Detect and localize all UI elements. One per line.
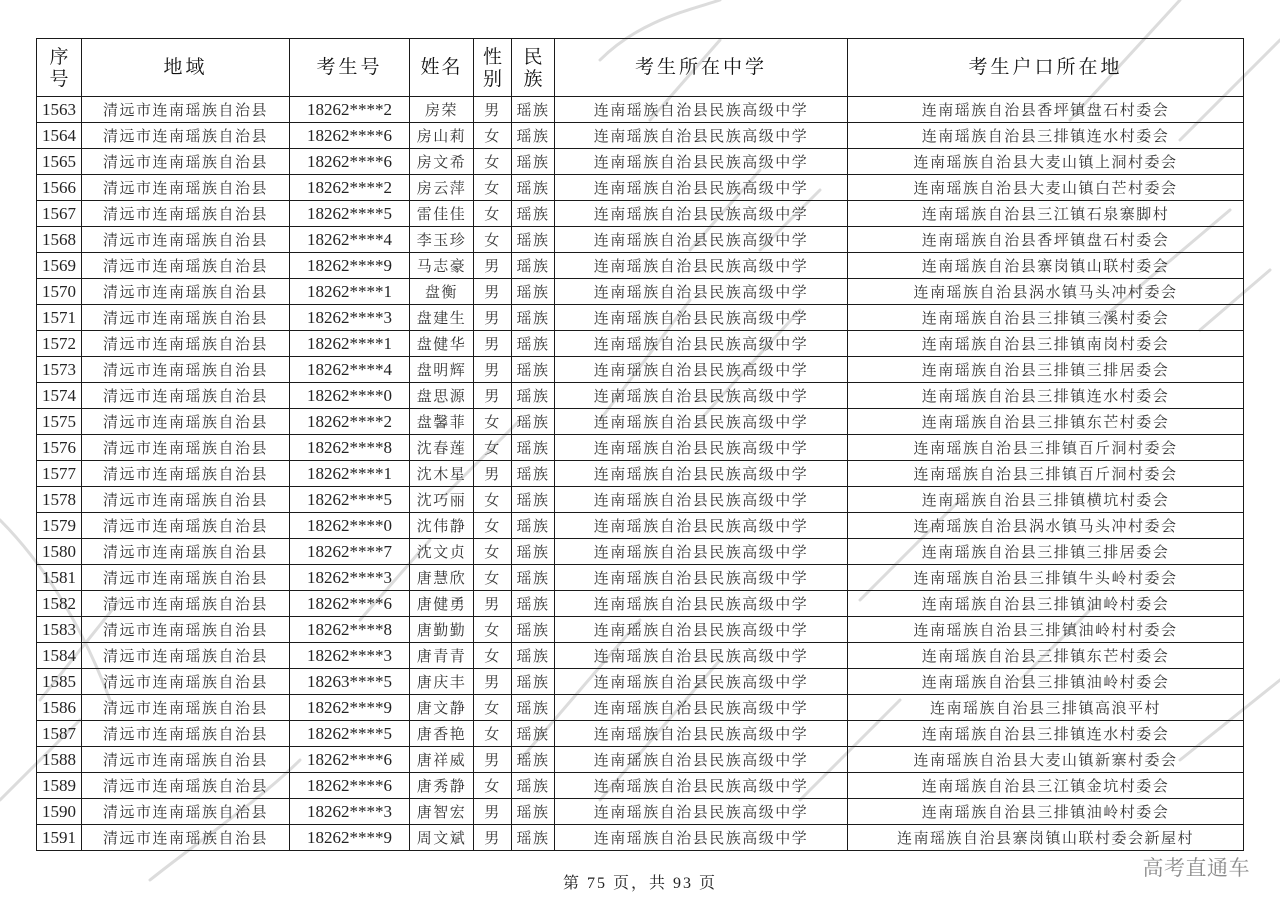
cell-hukou: 连南瑶族自治县三排镇油岭村委会 xyxy=(848,591,1244,617)
cell-name: 沈文贞 xyxy=(410,539,474,565)
cell-hukou: 连南瑶族自治县香坪镇盘石村委会 xyxy=(848,227,1244,253)
cell-seq: 1584 xyxy=(37,643,82,669)
cell-name: 盘馨菲 xyxy=(410,409,474,435)
cell-gender: 男 xyxy=(474,357,512,383)
cell-school: 连南瑶族自治县民族高级中学 xyxy=(555,175,848,201)
cell-hukou: 连南瑶族自治县三排镇油岭村村委会 xyxy=(848,617,1244,643)
cell-exam-no: 18262****3 xyxy=(290,643,410,669)
table-row xyxy=(37,513,1244,539)
cell-ethnicity: 瑶族 xyxy=(512,227,555,253)
cell-exam-no: 18262****6 xyxy=(290,747,410,773)
cell-gender: 男 xyxy=(474,253,512,279)
cell-hukou: 连南瑶族自治县三排镇连水村委会 xyxy=(848,123,1244,149)
table-row xyxy=(37,669,1244,695)
cell-hukou: 连南瑶族自治县三排镇油岭村委会 xyxy=(848,669,1244,695)
cell-seq: 1574 xyxy=(37,383,82,409)
cell-ethnicity: 瑶族 xyxy=(512,279,555,305)
cell-seq: 1578 xyxy=(37,487,82,513)
cell-seq: 1563 xyxy=(37,97,82,123)
table-row xyxy=(37,201,1244,227)
table-row xyxy=(37,149,1244,175)
cell-gender: 女 xyxy=(474,227,512,253)
cell-ethnicity: 瑶族 xyxy=(512,201,555,227)
cell-name: 盘建生 xyxy=(410,305,474,331)
cell-region: 清远市连南瑶族自治县 xyxy=(82,357,290,383)
header-gender-label: 性别 xyxy=(482,45,502,90)
cell-exam-no: 18262****2 xyxy=(290,97,410,123)
cell-ethnicity: 瑶族 xyxy=(512,357,555,383)
cell-school: 连南瑶族自治县民族高级中学 xyxy=(555,305,848,331)
cell-ethnicity: 瑶族 xyxy=(512,175,555,201)
cell-school: 连南瑶族自治县民族高级中学 xyxy=(555,279,848,305)
cell-ethnicity: 瑶族 xyxy=(512,487,555,513)
cell-exam-no: 18262****1 xyxy=(290,331,410,357)
cell-school: 连南瑶族自治县民族高级中学 xyxy=(555,825,848,851)
table-row xyxy=(37,331,1244,357)
table-body xyxy=(37,97,1244,851)
cell-gender: 女 xyxy=(474,617,512,643)
cell-school: 连南瑶族自治县民族高级中学 xyxy=(555,747,848,773)
cell-name: 沈伟静 xyxy=(410,513,474,539)
cell-hukou: 连南瑶族自治县涡水镇马头冲村委会 xyxy=(848,513,1244,539)
cell-name: 马志豪 xyxy=(410,253,474,279)
cell-gender: 男 xyxy=(474,825,512,851)
cell-school: 连南瑶族自治县民族高级中学 xyxy=(555,565,848,591)
cell-region: 清远市连南瑶族自治县 xyxy=(82,513,290,539)
cell-school: 连南瑶族自治县民族高级中学 xyxy=(555,331,848,357)
cell-name: 盘衡 xyxy=(410,279,474,305)
cell-ethnicity: 瑶族 xyxy=(512,435,555,461)
cell-seq: 1587 xyxy=(37,721,82,747)
cell-hukou: 连南瑶族自治县大麦山镇新寨村委会 xyxy=(848,747,1244,773)
cell-seq: 1564 xyxy=(37,123,82,149)
header-hukou xyxy=(848,39,1244,97)
cell-ethnicity: 瑶族 xyxy=(512,643,555,669)
cell-school: 连南瑶族自治县民族高级中学 xyxy=(555,513,848,539)
cell-name: 沈巧丽 xyxy=(410,487,474,513)
cell-name: 唐文静 xyxy=(410,695,474,721)
cell-ethnicity: 瑶族 xyxy=(512,747,555,773)
cell-region: 清远市连南瑶族自治县 xyxy=(82,747,290,773)
corner-watermark: 高考直通车 xyxy=(1142,856,1250,880)
table-row xyxy=(37,409,1244,435)
table-row xyxy=(37,539,1244,565)
cell-gender: 男 xyxy=(474,383,512,409)
cell-region: 清远市连南瑶族自治县 xyxy=(82,331,290,357)
cell-seq: 1566 xyxy=(37,175,82,201)
cell-name: 盘明辉 xyxy=(410,357,474,383)
cell-gender: 女 xyxy=(474,539,512,565)
cell-region: 清远市连南瑶族自治县 xyxy=(82,409,290,435)
cell-hukou: 连南瑶族自治县三排镇横坑村委会 xyxy=(848,487,1244,513)
cell-name: 沈春莲 xyxy=(410,435,474,461)
cell-name: 唐庆丰 xyxy=(410,669,474,695)
cell-hukou: 连南瑶族自治县涡水镇马头冲村委会 xyxy=(848,279,1244,305)
cell-seq: 1579 xyxy=(37,513,82,539)
cell-exam-no: 18262****0 xyxy=(290,513,410,539)
cell-name: 李玉珍 xyxy=(410,227,474,253)
cell-region: 清远市连南瑶族自治县 xyxy=(82,279,290,305)
cell-region: 清远市连南瑶族自治县 xyxy=(82,825,290,851)
cell-seq: 1565 xyxy=(37,149,82,175)
cell-exam-no: 18262****4 xyxy=(290,357,410,383)
cell-region: 清远市连南瑶族自治县 xyxy=(82,175,290,201)
cell-exam-no: 18262****1 xyxy=(290,461,410,487)
cell-school: 连南瑶族自治县民族高级中学 xyxy=(555,773,848,799)
table-row xyxy=(37,643,1244,669)
table-row xyxy=(37,279,1244,305)
cell-exam-no: 18262****4 xyxy=(290,227,410,253)
cell-region: 清远市连南瑶族自治县 xyxy=(82,773,290,799)
cell-seq: 1589 xyxy=(37,773,82,799)
cell-gender: 男 xyxy=(474,799,512,825)
cell-school: 连南瑶族自治县民族高级中学 xyxy=(555,149,848,175)
table-row xyxy=(37,695,1244,721)
cell-seq: 1572 xyxy=(37,331,82,357)
cell-school: 连南瑶族自治县民族高级中学 xyxy=(555,643,848,669)
cell-region: 清远市连南瑶族自治县 xyxy=(82,565,290,591)
cell-exam-no: 18262****8 xyxy=(290,435,410,461)
cell-hukou: 连南瑶族自治县三江镇石泉寨脚村 xyxy=(848,201,1244,227)
cell-seq: 1586 xyxy=(37,695,82,721)
cell-exam-no: 18262****6 xyxy=(290,149,410,175)
cell-gender: 男 xyxy=(474,305,512,331)
table-row xyxy=(37,435,1244,461)
cell-seq: 1576 xyxy=(37,435,82,461)
cell-hukou: 连南瑶族自治县三排镇百斤洞村委会 xyxy=(848,435,1244,461)
cell-school: 连南瑶族自治县民族高级中学 xyxy=(555,97,848,123)
cell-ethnicity: 瑶族 xyxy=(512,695,555,721)
cell-region: 清远市连南瑶族自治县 xyxy=(82,539,290,565)
page-number: 第 75 页，共 93 页 xyxy=(562,875,717,892)
cell-gender: 女 xyxy=(474,513,512,539)
cell-name: 唐祥威 xyxy=(410,747,474,773)
table-row xyxy=(37,565,1244,591)
cell-ethnicity: 瑶族 xyxy=(512,565,555,591)
header-region-label: 地域 xyxy=(163,56,208,78)
cell-name: 唐秀静 xyxy=(410,773,474,799)
cell-ethnicity: 瑶族 xyxy=(512,253,555,279)
cell-region: 清远市连南瑶族自治县 xyxy=(82,97,290,123)
cell-ethnicity: 瑶族 xyxy=(512,669,555,695)
cell-hukou: 连南瑶族自治县三排镇东芒村委会 xyxy=(848,643,1244,669)
cell-exam-no: 18262****2 xyxy=(290,175,410,201)
cell-region: 清远市连南瑶族自治县 xyxy=(82,695,290,721)
cell-school: 连南瑶族自治县民族高级中学 xyxy=(555,201,848,227)
header-seq-label: 序号 xyxy=(49,45,69,90)
header-name-label: 姓名 xyxy=(420,56,463,78)
cell-seq: 1571 xyxy=(37,305,82,331)
cell-name: 盘思源 xyxy=(410,383,474,409)
table-row xyxy=(37,617,1244,643)
cell-region: 清远市连南瑶族自治县 xyxy=(82,227,290,253)
cell-region: 清远市连南瑶族自治县 xyxy=(82,201,290,227)
cell-name: 唐健勇 xyxy=(410,591,474,617)
cell-gender: 女 xyxy=(474,201,512,227)
table-row xyxy=(37,825,1244,851)
table-row xyxy=(37,175,1244,201)
cell-region: 清远市连南瑶族自治县 xyxy=(82,149,290,175)
cell-ethnicity: 瑶族 xyxy=(512,383,555,409)
cell-seq: 1575 xyxy=(37,409,82,435)
cell-seq: 1568 xyxy=(37,227,82,253)
cell-ethnicity: 瑶族 xyxy=(512,409,555,435)
header-name xyxy=(410,39,474,97)
header-exam-no-label: 考生号 xyxy=(316,56,383,78)
table-row xyxy=(37,383,1244,409)
cell-hukou: 连南瑶族自治县三排镇三溪村委会 xyxy=(848,305,1244,331)
cell-seq: 1590 xyxy=(37,799,82,825)
cell-region: 清远市连南瑶族自治县 xyxy=(82,305,290,331)
cell-seq: 1588 xyxy=(37,747,82,773)
cell-hukou: 连南瑶族自治县香坪镇盘石村委会 xyxy=(848,97,1244,123)
cell-school: 连南瑶族自治县民族高级中学 xyxy=(555,721,848,747)
cell-region: 清远市连南瑶族自治县 xyxy=(82,617,290,643)
header-exam-no xyxy=(290,39,410,97)
cell-gender: 女 xyxy=(474,565,512,591)
table-header xyxy=(37,39,1244,97)
cell-region: 清远市连南瑶族自治县 xyxy=(82,721,290,747)
cell-ethnicity: 瑶族 xyxy=(512,331,555,357)
cell-name: 唐香艳 xyxy=(410,721,474,747)
cell-hukou: 连南瑶族自治县寨岗镇山联村委会新屋村 xyxy=(848,825,1244,851)
cell-name: 盘健华 xyxy=(410,331,474,357)
cell-seq: 1573 xyxy=(37,357,82,383)
cell-gender: 女 xyxy=(474,435,512,461)
cell-exam-no: 18262****0 xyxy=(290,383,410,409)
cell-hukou: 连南瑶族自治县寨岗镇山联村委会 xyxy=(848,253,1244,279)
cell-school: 连南瑶族自治县民族高级中学 xyxy=(555,253,848,279)
header-gender xyxy=(474,39,512,97)
table-row xyxy=(37,591,1244,617)
table-row xyxy=(37,123,1244,149)
table-row xyxy=(37,721,1244,747)
cell-hukou: 连南瑶族自治县三排镇三排居委会 xyxy=(848,357,1244,383)
cell-hukou: 连南瑶族自治县三排镇南岗村委会 xyxy=(848,331,1244,357)
cell-gender: 女 xyxy=(474,123,512,149)
header-row xyxy=(37,39,1244,97)
cell-exam-no: 18262****3 xyxy=(290,305,410,331)
header-region xyxy=(82,39,290,97)
cell-hukou: 连南瑶族自治县三排镇连水村委会 xyxy=(848,383,1244,409)
header-seq xyxy=(37,39,82,97)
cell-gender: 女 xyxy=(474,695,512,721)
cell-school: 连南瑶族自治县民族高级中学 xyxy=(555,539,848,565)
cell-school: 连南瑶族自治县民族高级中学 xyxy=(555,383,848,409)
cell-ethnicity: 瑶族 xyxy=(512,799,555,825)
cell-name: 唐青青 xyxy=(410,643,474,669)
table-row xyxy=(37,97,1244,123)
cell-gender: 男 xyxy=(474,747,512,773)
cell-school: 连南瑶族自治县民族高级中学 xyxy=(555,799,848,825)
cell-seq: 1581 xyxy=(37,565,82,591)
cell-school: 连南瑶族自治县民族高级中学 xyxy=(555,123,848,149)
cell-seq: 1583 xyxy=(37,617,82,643)
cell-gender: 男 xyxy=(474,461,512,487)
cell-ethnicity: 瑶族 xyxy=(512,123,555,149)
cell-name: 唐慧欣 xyxy=(410,565,474,591)
cell-hukou: 连南瑶族自治县大麦山镇上洞村委会 xyxy=(848,149,1244,175)
cell-gender: 女 xyxy=(474,175,512,201)
cell-seq: 1591 xyxy=(37,825,82,851)
cell-ethnicity: 瑶族 xyxy=(512,513,555,539)
cell-gender: 女 xyxy=(474,149,512,175)
cell-name: 房山莉 xyxy=(410,123,474,149)
cell-school: 连南瑶族自治县民族高级中学 xyxy=(555,617,848,643)
table-row xyxy=(37,773,1244,799)
cell-name: 房文希 xyxy=(410,149,474,175)
table-row xyxy=(37,487,1244,513)
cell-school: 连南瑶族自治县民族高级中学 xyxy=(555,461,848,487)
cell-exam-no: 18262****6 xyxy=(290,123,410,149)
table-row xyxy=(37,305,1244,331)
cell-exam-no: 18263****5 xyxy=(290,669,410,695)
cell-seq: 1569 xyxy=(37,253,82,279)
cell-exam-no: 18262****3 xyxy=(290,565,410,591)
cell-exam-no: 18262****3 xyxy=(290,799,410,825)
cell-region: 清远市连南瑶族自治县 xyxy=(82,383,290,409)
cell-gender: 女 xyxy=(474,643,512,669)
cell-ethnicity: 瑶族 xyxy=(512,721,555,747)
cell-region: 清远市连南瑶族自治县 xyxy=(82,435,290,461)
cell-name: 房荣 xyxy=(410,97,474,123)
cell-exam-no: 18262****5 xyxy=(290,487,410,513)
cell-ethnicity: 瑶族 xyxy=(512,591,555,617)
cell-region: 清远市连南瑶族自治县 xyxy=(82,487,290,513)
cell-seq: 1567 xyxy=(37,201,82,227)
cell-exam-no: 18262****5 xyxy=(290,201,410,227)
header-hukou-label: 考生户口所在地 xyxy=(968,56,1123,78)
cell-name: 房云萍 xyxy=(410,175,474,201)
table-row xyxy=(37,461,1244,487)
cell-gender: 男 xyxy=(474,669,512,695)
header-school xyxy=(555,39,848,97)
cell-gender: 女 xyxy=(474,487,512,513)
cell-gender: 女 xyxy=(474,773,512,799)
cell-name: 周文斌 xyxy=(410,825,474,851)
cell-exam-no: 18262****9 xyxy=(290,695,410,721)
cell-hukou: 连南瑶族自治县三排镇东芒村委会 xyxy=(848,409,1244,435)
cell-hukou: 连南瑶族自治县大麦山镇白芒村委会 xyxy=(848,175,1244,201)
cell-region: 清远市连南瑶族自治县 xyxy=(82,643,290,669)
header-ethnicity-label: 民族 xyxy=(523,45,543,90)
cell-exam-no: 18262****6 xyxy=(290,591,410,617)
cell-exam-no: 18262****8 xyxy=(290,617,410,643)
cell-hukou: 连南瑶族自治县三排镇高浪平村 xyxy=(848,695,1244,721)
cell-gender: 女 xyxy=(474,721,512,747)
cell-ethnicity: 瑶族 xyxy=(512,97,555,123)
cell-exam-no: 18262****1 xyxy=(290,279,410,305)
cell-school: 连南瑶族自治县民族高级中学 xyxy=(555,435,848,461)
cell-hukou: 连南瑶族自治县三排镇油岭村委会 xyxy=(848,799,1244,825)
cell-region: 清远市连南瑶族自治县 xyxy=(82,461,290,487)
cell-ethnicity: 瑶族 xyxy=(512,539,555,565)
cell-gender: 男 xyxy=(474,279,512,305)
cell-region: 清远市连南瑶族自治县 xyxy=(82,799,290,825)
cell-school: 连南瑶族自治县民族高级中学 xyxy=(555,669,848,695)
header-school-label: 考生所在中学 xyxy=(634,56,767,78)
table-row xyxy=(37,747,1244,773)
table-row xyxy=(37,253,1244,279)
cell-school: 连南瑶族自治县民族高级中学 xyxy=(555,487,848,513)
cell-ethnicity: 瑶族 xyxy=(512,617,555,643)
cell-name: 唐勤勤 xyxy=(410,617,474,643)
table-row xyxy=(37,357,1244,383)
cell-ethnicity: 瑶族 xyxy=(512,305,555,331)
cell-region: 清远市连南瑶族自治县 xyxy=(82,669,290,695)
cell-ethnicity: 瑶族 xyxy=(512,825,555,851)
cell-gender: 女 xyxy=(474,409,512,435)
header-ethnicity xyxy=(512,39,555,97)
cell-seq: 1577 xyxy=(37,461,82,487)
cell-ethnicity: 瑶族 xyxy=(512,149,555,175)
cell-exam-no: 18262****2 xyxy=(290,409,410,435)
cell-ethnicity: 瑶族 xyxy=(512,773,555,799)
cell-hukou: 连南瑶族自治县三排镇三排居委会 xyxy=(848,539,1244,565)
cell-name: 唐智宏 xyxy=(410,799,474,825)
cell-school: 连南瑶族自治县民族高级中学 xyxy=(555,695,848,721)
cell-name: 雷佳佳 xyxy=(410,201,474,227)
cell-ethnicity: 瑶族 xyxy=(512,461,555,487)
cell-exam-no: 18262****6 xyxy=(290,773,410,799)
cell-region: 清远市连南瑶族自治县 xyxy=(82,123,290,149)
cell-hukou: 连南瑶族自治县三排镇百斤洞村委会 xyxy=(848,461,1244,487)
cell-gender: 男 xyxy=(474,97,512,123)
cell-hukou: 连南瑶族自治县三排镇牛头岭村委会 xyxy=(848,565,1244,591)
candidate-table xyxy=(36,38,1244,851)
cell-school: 连南瑶族自治县民族高级中学 xyxy=(555,409,848,435)
cell-exam-no: 18262****5 xyxy=(290,721,410,747)
cell-gender: 男 xyxy=(474,331,512,357)
cell-hukou: 连南瑶族自治县三排镇连水村委会 xyxy=(848,721,1244,747)
cell-region: 清远市连南瑶族自治县 xyxy=(82,591,290,617)
cell-seq: 1582 xyxy=(37,591,82,617)
cell-gender: 男 xyxy=(474,591,512,617)
cell-exam-no: 18262****7 xyxy=(290,539,410,565)
cell-hukou: 连南瑶族自治县三江镇金坑村委会 xyxy=(848,773,1244,799)
cell-seq: 1580 xyxy=(37,539,82,565)
cell-exam-no: 18262****9 xyxy=(290,825,410,851)
cell-school: 连南瑶族自治县民族高级中学 xyxy=(555,591,848,617)
cell-name: 沈木星 xyxy=(410,461,474,487)
cell-school: 连南瑶族自治县民族高级中学 xyxy=(555,227,848,253)
cell-seq: 1570 xyxy=(37,279,82,305)
cell-school: 连南瑶族自治县民族高级中学 xyxy=(555,357,848,383)
cell-exam-no: 18262****9 xyxy=(290,253,410,279)
table-row xyxy=(37,227,1244,253)
table-row xyxy=(37,799,1244,825)
cell-region: 清远市连南瑶族自治县 xyxy=(82,253,290,279)
cell-seq: 1585 xyxy=(37,669,82,695)
